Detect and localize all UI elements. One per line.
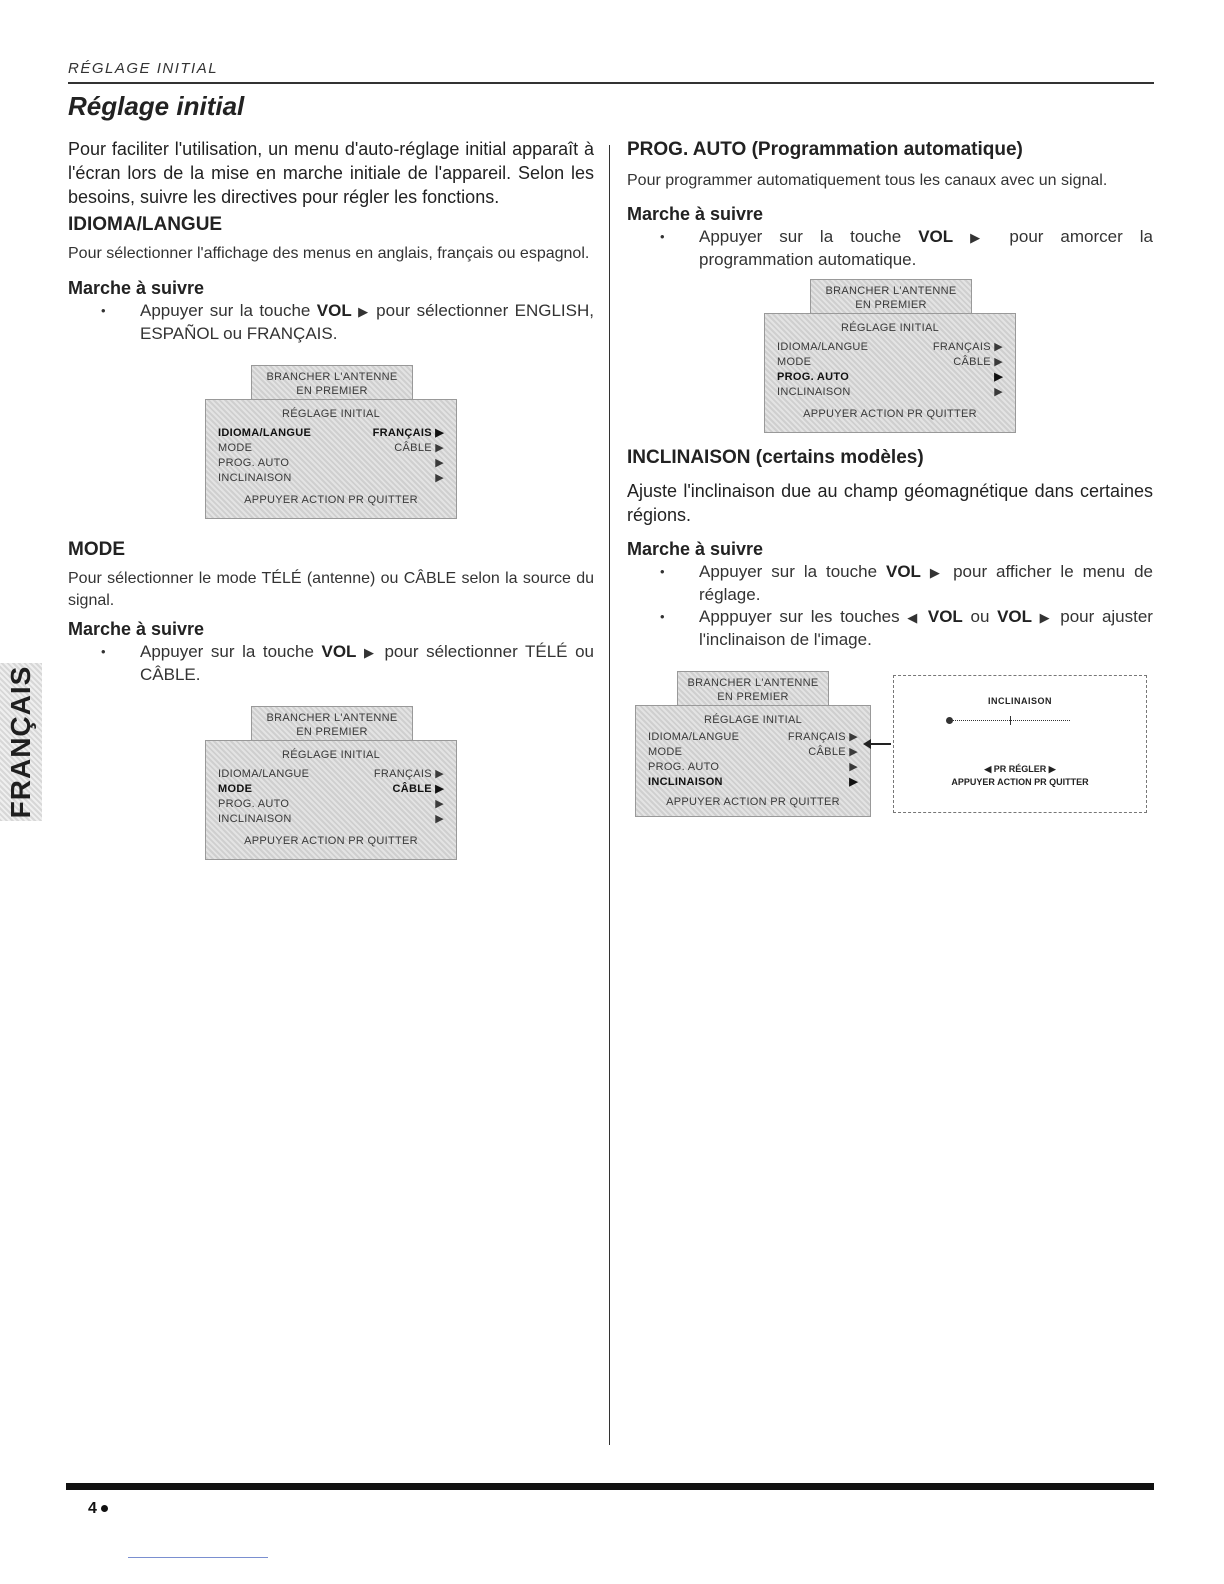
- connector-arrow-icon: [869, 743, 891, 745]
- osd-tab-line: BRANCHER L'ANTENNE: [266, 371, 398, 383]
- step-text: pour ajuster l'inclinaison de l'image.: [699, 607, 1153, 649]
- osd-row-value: ▶: [994, 386, 1003, 398]
- footer-rule: [66, 1483, 1154, 1490]
- inclinaison-screen: [893, 675, 1147, 813]
- incl-screen-adjust: ◀ PR RÉGLER ▶: [984, 764, 1056, 774]
- osd-row: [777, 355, 1003, 370]
- osd-row-value: CÂBLE ▶: [392, 783, 444, 795]
- idioma-step: [68, 300, 594, 345]
- tilt-slider-icon: [950, 720, 1070, 721]
- language-side-tab: [0, 663, 42, 821]
- bullet-icon: [101, 1505, 108, 1512]
- vol-key: VOL: [886, 562, 921, 581]
- incl-screen-exit: APPUYER ACTION PR QUITTER: [951, 777, 1089, 787]
- mode-procedure-label: Marche à suivre: [68, 619, 205, 639]
- side-tab-label: FRANÇAIS: [5, 665, 36, 819]
- step-text: Appuyer sur la touche: [699, 562, 878, 581]
- osd-row-label: INCLINAISON: [777, 386, 851, 398]
- osd-row: [218, 441, 444, 456]
- osd-row: [777, 340, 1003, 355]
- osd-row: [648, 730, 858, 745]
- osd-row-label: IDIOMA/LANGUE: [777, 341, 869, 353]
- osd-row-label: MODE: [777, 356, 812, 368]
- prog-step: [627, 226, 1153, 271]
- running-head: RÉGLAGE INITIAL: [68, 60, 219, 77]
- osd-row: [218, 797, 444, 812]
- osd-tab-line: BRANCHER L'ANTENNE: [825, 285, 957, 297]
- incl-figure: [627, 671, 1153, 821]
- osd-row-label: IDIOMA/LANGUE: [218, 768, 310, 780]
- header-rule: [68, 82, 1154, 84]
- step-text: Appuyer sur la touche: [140, 642, 314, 661]
- osd-menu-mode: [205, 706, 457, 862]
- incl-procedure-label: Marche à suivre: [627, 539, 764, 559]
- step-text: pour sélectionner ENGLISH, ESPAÑOL ou FRANÇAIS.: [140, 301, 594, 343]
- osd-row-label: INCLINAISON: [218, 472, 292, 484]
- incl-step: [627, 606, 1153, 651]
- osd-row-value: ▶: [994, 371, 1003, 383]
- page-number: [88, 1500, 108, 1518]
- osd-row-label: MODE: [218, 442, 253, 454]
- osd-row-value: FRANÇAIS ▶: [373, 768, 444, 780]
- osd-tab: [810, 279, 972, 315]
- prog-text: Pour programmer automatiquement tous les canaux avec un signal.: [627, 172, 1108, 189]
- osd-row-value: ▶: [435, 798, 444, 810]
- osd-tab-line: EN PREMIER: [296, 385, 368, 397]
- osd-footer: APPUYER ACTION PR QUITTER: [666, 796, 840, 808]
- osd-row-label: PROG. AUTO: [648, 761, 720, 773]
- osd-row-label: INCLINAISON: [218, 813, 292, 825]
- osd-row-label: IDIOMA/LANGUE: [218, 427, 312, 439]
- incl-steps: [627, 561, 1153, 651]
- mode-step: [68, 641, 594, 686]
- mode-steps: [68, 641, 594, 686]
- osd-row-value: CÂBLE ▶: [808, 746, 858, 758]
- osd-body: [205, 399, 457, 519]
- osd-tab: [677, 671, 829, 707]
- page-title: Réglage initial: [68, 91, 245, 121]
- vol-key: VOL: [997, 607, 1033, 626]
- prog-heading: PROG. AUTO (Programmation automatique): [627, 139, 1023, 160]
- osd-footer: APPUYER ACTION PR QUITTER: [803, 408, 977, 420]
- incl-heading: INCLINAISON (certains modèles): [627, 447, 924, 468]
- right-arrow-icon: ▶: [929, 565, 945, 580]
- step-text: Apppuyer sur les touches: [699, 607, 900, 626]
- incl-text: Ajuste l'inclinaison due au champ géomagnétique dans certaines régions.: [627, 481, 1153, 525]
- osd-footer: APPUYER ACTION PR QUITTER: [244, 494, 418, 506]
- page-number-text: 4: [88, 1500, 97, 1517]
- mode-text: Pour sélectionner le mode TÉLÉ (antenne) ou CÂBLE selon la source du signal.: [68, 570, 594, 609]
- osd-row-label: PROG. AUTO: [218, 798, 290, 810]
- right-arrow-icon: ▶: [970, 230, 993, 245]
- osd-tab: [251, 706, 413, 742]
- osd-row-value: FRANÇAIS ▶: [932, 341, 1003, 353]
- osd-row-label: PROG. AUTO: [218, 457, 290, 469]
- osd-body: [764, 313, 1016, 433]
- column-divider: [609, 145, 610, 1445]
- osd-tab-line: BRANCHER L'ANTENNE: [266, 712, 398, 724]
- intro-paragraph: Pour faciliter l'utilisation, un menu d'auto-réglage initial apparaît à l'écran lors de la mise en marche initiale de l'appareil. Selon les besoins, suivre les directives pour régler les fonctions.: [68, 139, 594, 207]
- osd-row-value: ▶: [435, 472, 444, 484]
- osd-row-label: IDIOMA/LANGUE: [648, 731, 740, 743]
- osd-row-value: CÂBLE ▶: [953, 356, 1003, 368]
- vol-key: VOL: [927, 607, 963, 626]
- osd-row: [218, 812, 444, 827]
- osd-row-value: ▶: [849, 776, 858, 788]
- osd-row: [218, 456, 444, 471]
- vol-key: VOL: [918, 227, 954, 246]
- osd-title: RÉGLAGE INITIAL: [281, 408, 381, 420]
- osd-row: [218, 426, 444, 441]
- osd-tab-line: EN PREMIER: [855, 299, 927, 311]
- osd-row: [777, 385, 1003, 400]
- right-arrow-icon: ▶: [364, 645, 377, 660]
- prog-steps: [627, 226, 1153, 271]
- step-text: Appuyer sur la touche: [699, 227, 902, 246]
- prog-procedure-label: Marche à suivre: [627, 204, 764, 224]
- osd-row-value: CÂBLE ▶: [394, 442, 444, 454]
- osd-footer: APPUYER ACTION PR QUITTER: [244, 835, 418, 847]
- incl-step: [627, 561, 1153, 606]
- osd-row: [648, 775, 858, 790]
- right-arrow-icon: ▶: [358, 304, 370, 319]
- osd-row: [777, 370, 1003, 385]
- osd-title: RÉGLAGE INITIAL: [281, 749, 381, 761]
- osd-row-value: ▶: [849, 761, 858, 773]
- step-text: ou: [970, 607, 990, 626]
- osd-row-label: INCLINAISON: [648, 776, 723, 788]
- osd-tab-line: EN PREMIER: [296, 726, 368, 738]
- osd-row-value: FRANÇAIS ▶: [372, 427, 444, 439]
- osd-row-value: FRANÇAIS ▶: [787, 731, 858, 743]
- left-arrow-icon: ◀: [907, 610, 921, 625]
- osd-tab-line: BRANCHER L'ANTENNE: [687, 677, 819, 689]
- idioma-steps: [68, 300, 594, 345]
- osd-tab-line: EN PREMIER: [717, 691, 789, 703]
- osd-row-label: PROG. AUTO: [777, 371, 850, 383]
- osd-title: RÉGLAGE INITIAL: [840, 322, 940, 334]
- osd-row-label: MODE: [218, 783, 253, 795]
- scan-line: [128, 1557, 268, 1558]
- step-text: pour sélectionner TÉLÉ ou CÂBLE.: [140, 642, 594, 684]
- osd-body: [205, 740, 457, 860]
- incl-screen-title: INCLINAISON: [988, 696, 1052, 706]
- osd-tab: [251, 365, 413, 401]
- osd-row-label: MODE: [648, 746, 683, 758]
- osd-row: [648, 760, 858, 775]
- right-column: [627, 137, 1153, 821]
- mode-heading: MODE: [68, 539, 125, 560]
- left-column: [68, 137, 594, 862]
- vol-key: VOL: [316, 301, 352, 320]
- osd-body: [635, 705, 871, 817]
- vol-key: VOL: [321, 642, 357, 661]
- step-text: Appuyer sur la touche: [140, 301, 311, 320]
- step-text: pour amorcer la programmation automatique.: [699, 227, 1153, 269]
- osd-menu-incl: [635, 671, 871, 819]
- idioma-procedure-label: Marche à suivre: [68, 278, 205, 298]
- idioma-heading: IDIOMA/LANGUE: [68, 214, 223, 235]
- step-text: pour afficher le menu de réglage.: [699, 562, 1153, 604]
- osd-menu-prog: [764, 279, 1016, 435]
- osd-row: [648, 745, 858, 760]
- osd-row-value: ▶: [435, 457, 444, 469]
- osd-title: RÉGLAGE INITIAL: [703, 714, 803, 726]
- osd-row: [218, 782, 444, 797]
- osd-row: [218, 471, 444, 486]
- osd-menu-langue: [205, 365, 457, 521]
- osd-row-value: ▶: [435, 813, 444, 825]
- idioma-text: Pour sélectionner l'affichage des menus en anglais, français ou espagnol.: [68, 245, 590, 262]
- osd-row: [218, 767, 444, 782]
- right-arrow-icon: ▶: [1039, 610, 1053, 625]
